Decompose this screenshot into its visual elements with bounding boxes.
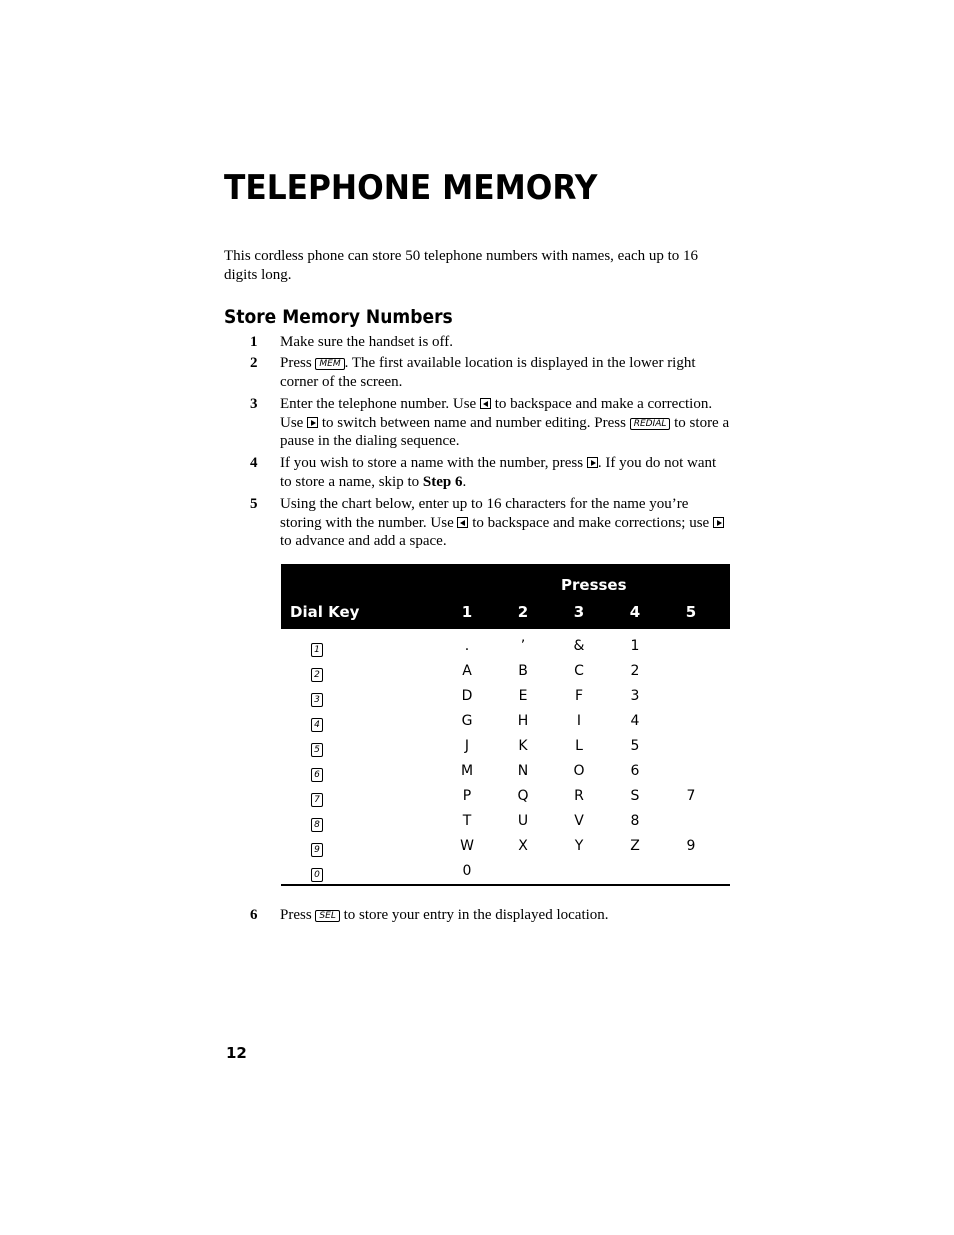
chart-char-cell: M xyxy=(460,763,474,779)
step-text: Make sure the handset is off. xyxy=(280,334,454,350)
chart-char-cell: J xyxy=(464,738,470,754)
step-text: Enter the telephone number. Use to backspace and make a correction. Use to switch between name and number editing. Press REDIAL to store a pause in the dialing sequence. xyxy=(280,396,730,450)
chart-char-cell: 1 xyxy=(630,638,640,654)
chart-char-cell: E xyxy=(518,688,528,704)
step-text: Using the chart below, enter up to 16 characters for the name you’re storing with the number. Use to backspace and make corrections; use to advance and add a space. xyxy=(280,495,730,551)
chart-char-cell: T xyxy=(462,813,472,829)
press-column-header: 1 xyxy=(461,603,473,621)
chart-char-cell: Z xyxy=(630,838,640,854)
dial-key-label: Dial Key xyxy=(290,603,360,621)
step-5 xyxy=(250,495,730,551)
chart-char-cell: H xyxy=(517,713,529,729)
chart-char-cell: 9 xyxy=(686,838,696,854)
chart-char-cell: P xyxy=(462,788,472,804)
section-heading: Store Memory Numbers xyxy=(224,306,453,328)
page-number: 12 xyxy=(226,1044,247,1062)
chart-char-cell: N xyxy=(517,763,529,779)
chart-char-cell: O xyxy=(573,763,585,779)
dial-key-icon: 8 xyxy=(311,818,323,832)
dial-key-cell xyxy=(311,740,323,757)
dial-key-cell xyxy=(311,690,323,707)
dial-key-icon: 3 xyxy=(311,693,323,707)
dial-key-icon: 6 xyxy=(311,768,323,782)
chart-row xyxy=(281,760,730,785)
step-number: 3 xyxy=(250,396,258,412)
chart-row xyxy=(281,785,730,810)
dial-key-icon: 2 xyxy=(311,668,323,682)
chart-char-cell: D xyxy=(461,688,473,704)
chart-char-cell: 0 xyxy=(462,863,472,879)
dial-key-cell xyxy=(311,815,323,832)
press-column-header: 2 xyxy=(517,603,529,621)
chart-char-cell: 5 xyxy=(630,738,640,754)
chart-char-cell: S xyxy=(630,788,640,804)
dial-key-cell xyxy=(311,790,323,807)
chart-row xyxy=(281,635,730,660)
dial-key-icon: 5 xyxy=(311,743,323,757)
chart-row xyxy=(281,735,730,760)
sel-key-icon: SEL xyxy=(315,910,339,922)
step-text: If you wish to store a name with the number, press . If you do not want to store a name, skip to Step 6. xyxy=(280,455,717,490)
chart-char-cell: X xyxy=(518,838,528,854)
right-arrow-key-icon xyxy=(307,417,318,428)
chart-char-cell: U xyxy=(517,813,529,829)
chart-char-cell: F xyxy=(574,688,584,704)
chart-char-cell: 8 xyxy=(630,813,640,829)
step-number: 2 xyxy=(250,355,258,371)
step-text: Press SEL to store your entry in the displayed location. xyxy=(280,907,609,923)
chart-char-cell: A xyxy=(462,663,472,679)
dial-key-cell xyxy=(311,640,323,657)
chart-char-cell: Q xyxy=(517,788,529,804)
dial-key-cell xyxy=(311,765,323,782)
chart-char-cell: V xyxy=(574,813,584,829)
chart-char-cell: C xyxy=(574,663,584,679)
dial-key-icon: 9 xyxy=(311,843,323,857)
chart-body xyxy=(281,629,730,886)
dial-key-cell xyxy=(311,840,323,857)
chart-char-cell: . xyxy=(464,638,470,654)
chart-char-cell: 4 xyxy=(630,713,640,729)
chart-header xyxy=(281,564,730,629)
chart-char-cell: B xyxy=(518,663,528,679)
chart-char-cell: L xyxy=(575,738,583,754)
dial-key-icon: 0 xyxy=(311,868,323,882)
chart-char-cell: G xyxy=(461,713,473,729)
chart-char-cell: ’ xyxy=(520,638,526,654)
redial-key-icon: REDIAL xyxy=(630,418,671,430)
chart-char-cell: 2 xyxy=(630,663,640,679)
dial-key-cell xyxy=(311,665,323,682)
dial-key-icon: 1 xyxy=(311,643,323,657)
left-arrow-key-icon xyxy=(480,398,491,409)
chart-row xyxy=(281,710,730,735)
press-column-header: 5 xyxy=(685,603,697,621)
page-title: TELEPHONE MEMORY xyxy=(224,168,598,208)
press-column-header: 3 xyxy=(573,603,585,621)
character-chart xyxy=(281,564,730,886)
press-column-header: 4 xyxy=(629,603,641,621)
dial-key-icon: 7 xyxy=(311,793,323,807)
chart-row xyxy=(281,810,730,835)
left-arrow-key-icon xyxy=(457,517,468,528)
step-number: 5 xyxy=(250,496,258,512)
chart-char-cell: & xyxy=(573,638,585,654)
chart-row xyxy=(281,860,730,885)
right-arrow-key-icon xyxy=(587,457,598,468)
step-number: 4 xyxy=(250,455,258,471)
mem-key-icon: MEM xyxy=(315,358,344,370)
step-number: 6 xyxy=(250,907,258,923)
right-arrow-key-icon xyxy=(713,517,724,528)
dial-key-icon: 4 xyxy=(311,718,323,732)
chart-char-cell: Y xyxy=(574,838,584,854)
intro-paragraph: This cordless phone can store 50 telephone numbers with names, each up to 16 digits long. xyxy=(224,248,699,283)
chart-char-cell: R xyxy=(574,788,584,804)
step-4 xyxy=(250,454,730,491)
chart-char-cell: I xyxy=(576,713,582,729)
chart-char-cell: W xyxy=(460,838,474,854)
dial-key-cell xyxy=(311,715,323,732)
step-6 xyxy=(250,906,730,925)
presses-label: Presses xyxy=(561,576,627,594)
step-text: Press MEM . The first available location is displayed in the lower right corner of the screen. xyxy=(280,355,696,390)
chart-row xyxy=(281,835,730,860)
chart-row xyxy=(281,660,730,685)
step-number: 1 xyxy=(250,334,258,350)
chart-char-cell: 6 xyxy=(630,763,640,779)
chart-char-cell: 3 xyxy=(630,688,640,704)
step-2 xyxy=(250,354,730,391)
chart-char-cell: 7 xyxy=(686,788,696,804)
chart-row xyxy=(281,685,730,710)
dial-key-cell xyxy=(311,865,323,882)
step-1 xyxy=(250,333,730,352)
chart-char-cell: K xyxy=(518,738,528,754)
step-3 xyxy=(250,395,730,451)
